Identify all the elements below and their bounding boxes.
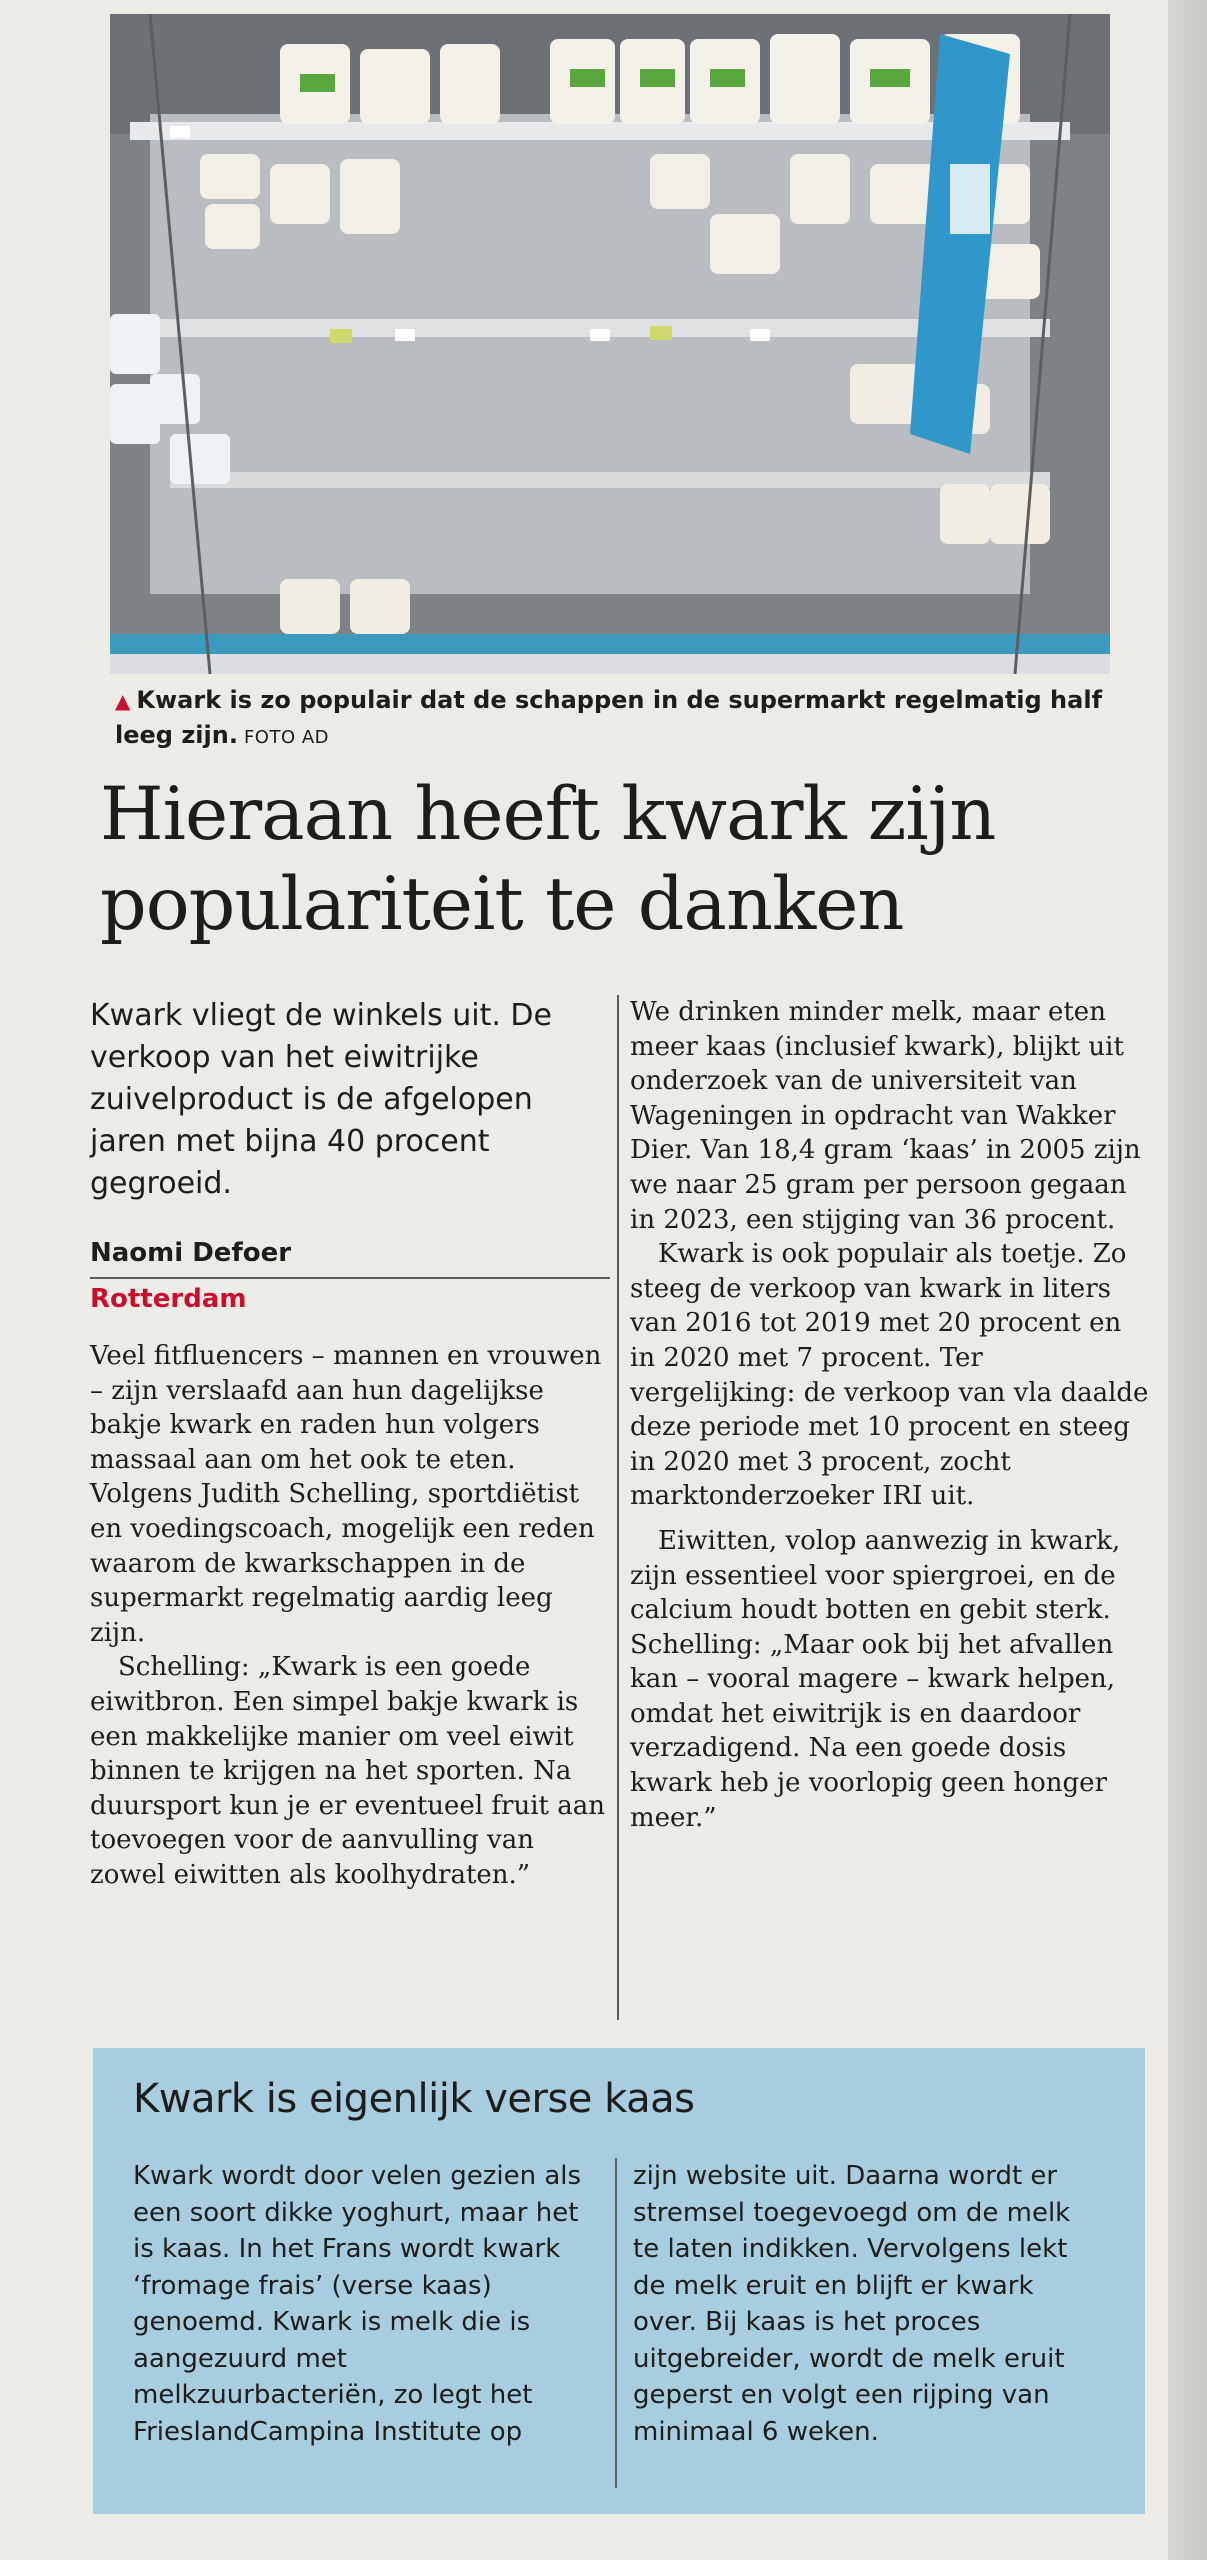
red-triangle-icon: ▲ [115, 689, 131, 713]
author-byline: Naomi Defoer [90, 1235, 610, 1279]
bleed-through-text [1150, 90, 1207, 330]
info-box-title: Kwark is eigenlijk verse kaas [133, 2076, 695, 2122]
paragraph: Eiwitten, volop aanwezig in kwark, zijn essentieel voor spiergroei, en de calcium houdt botten en gebit sterk. Schelling: „Maar ook bij het afvallen kan – vooral magere – kwark helpen, omdat het eiwitrijk is en daardoor verzadigend. Na een goede dosis kwark heb je voorlopig geen honger meer.” [630, 1525, 1121, 1833]
article-body-left [90, 1339, 610, 1893]
info-box-text-left: Kwark wordt door velen gezien als een soort dikke yoghurt, maar het is kaas. In het Frans wordt kwark ‘fromage frais’ (verse kaas) genoemd. Kwark is melk die is aangezuurd met melkzuurbacteriën, zo legt het FrieslandCampina Institute op [133, 2161, 582, 2447]
article-headline: Hieraan heeft kwark zijn populariteit te danken [100, 772, 996, 947]
paragraph: We drinken minder melk, maar eten meer kaas (inclusief kwark), blijkt uit onderzoek van de universiteit van Wageningen in opdracht van Wakker Dier. Van 18,4 gram ‘kaas’ in 2005 zijn we naar 25 gram per persoon gegaan in 2023, een stijging van 36 procent. [630, 997, 1141, 1235]
article-column-right [630, 995, 1150, 1835]
article-lead: Kwark vliegt de winkels uit. De verkoop van het eiwitrijke zuivelproduct is de afgelopen jaren met bijna 40 procent gegroeid. [90, 998, 552, 1201]
info-box-divider [615, 2158, 617, 2488]
supermarket-shelf-illustration [110, 14, 1110, 674]
photo-credit: FOTO AD [243, 727, 330, 748]
paragraph: Kwark is ook populair als toetje. Zo steeg de verkoop van kwark in liters van 2016 tot 2019 met 20 procent en in 2020 met 7 procent. Ter vergelijking: de verkoop van vla daalde deze periode met 10 procent en steeg in 2020 met 3 procent, zocht marktonderzoeker IRI uit. [630, 1239, 1149, 1512]
article-photo [110, 14, 1110, 674]
paragraph: Schelling: „Kwark is een goede eiwitbron. Een simpel bakje kwark is een makkelijke manier om veel eiwit binnen te krijgen na het sporten. Na duursport kun je er eventueel fruit aan toevoegen voor de aanvulling van zowel eiwitten als koolhydraten.” [90, 1652, 605, 1890]
paper-edge [1168, 0, 1207, 2560]
article-column-left [90, 995, 610, 1893]
dateline: Rotterdam [90, 1284, 247, 1314]
info-box-text-right: zijn website uit. Daarna wordt er stremsel toegevoegd om de melk te laten indikken. Vervolgens lekt de melk eruit en blijft er kwark over. Bij kaas is het proces uitgebreider, wordt de melk eruit geperst en volgt een rijping van minimaal 6 weken. [633, 2161, 1071, 2447]
info-box [93, 2048, 1145, 2514]
photo-caption [115, 683, 1115, 755]
paragraph: Veel fitfluencers – mannen en vrouwen – zijn verslaafd aan hun dagelijkse bakje kwark en raden hun volgers massaal aan om het ook te eten. Volgens Judith Schelling, sportdiëtist en voedingscoach, mogelijk een reden waarom de kwarkschappen in de supermarkt regelmatig aardig leeg zijn. [90, 1341, 602, 1648]
caption-text: Kwark is zo populair dat de schappen in de supermarkt regelmatig half leeg zijn. [115, 686, 1103, 749]
column-divider [617, 995, 619, 2020]
